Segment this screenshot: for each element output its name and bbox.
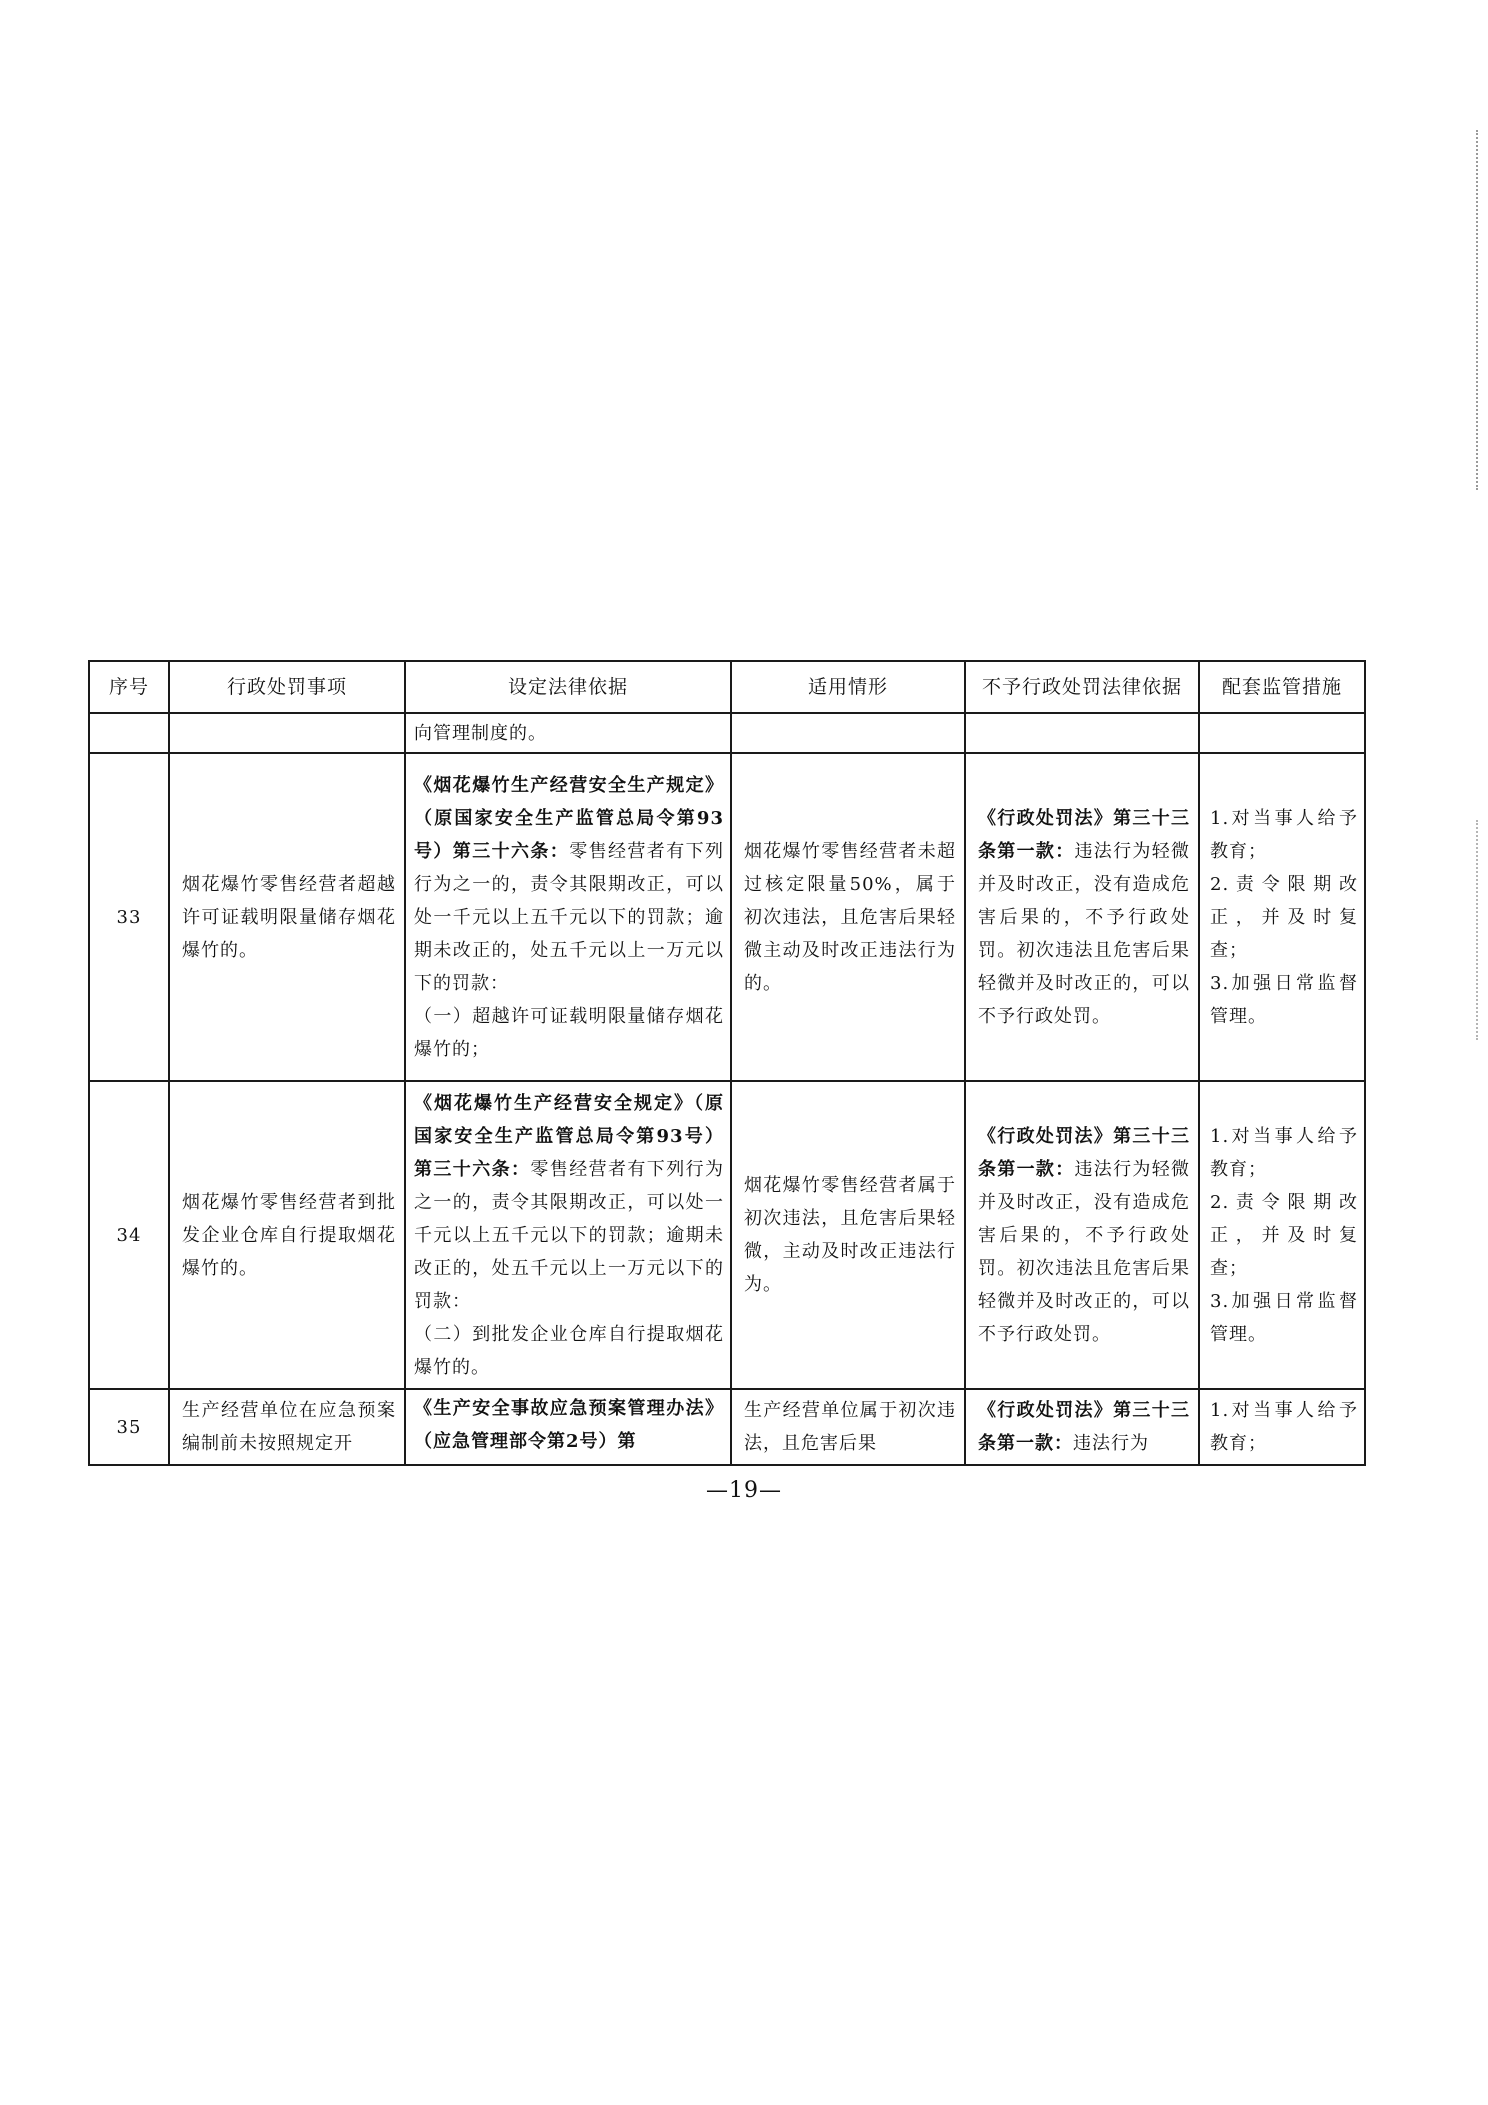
measure-item: 1.对当事人给予教育； bbox=[1210, 1125, 1358, 1180]
row-item: 生产经营单位在应急预案编制前未按照规定开 bbox=[169, 1389, 405, 1465]
measure-item: 1.对当事人给予教育； bbox=[1210, 1400, 1358, 1454]
table-row bbox=[89, 753, 1365, 1081]
row-exempt bbox=[965, 753, 1199, 1081]
exempt-text: 违法行为轻微并及时改正，没有造成危害后果的，不予行政处罚。初次违法且危害后果轻微并及时改正的，可以不予行政处罚。 bbox=[978, 840, 1190, 1027]
page-number: —19— bbox=[706, 1478, 782, 1503]
cont-basis: 向管理制度的。 bbox=[405, 713, 731, 753]
basis-citation: 《烟花爆竹生产经营安全生产规定》（原国家安全生产监管总局令第93号）第三十六条： bbox=[414, 774, 724, 862]
row-seq: 34 bbox=[89, 1081, 169, 1389]
table-row bbox=[89, 1081, 1365, 1389]
table-row-continuation bbox=[89, 713, 1365, 753]
basis-clause: （一）超越许可证载明限量储存烟花爆竹的； bbox=[414, 1005, 724, 1060]
row-item: 烟花爆竹零售经营者超越许可证载明限量储存烟花爆竹的。 bbox=[169, 753, 405, 1081]
measure-item: 3.加强日常监督管理。 bbox=[1210, 1290, 1358, 1345]
table-row bbox=[89, 1389, 1365, 1465]
cont-measures bbox=[1199, 713, 1365, 753]
row-case: 烟花爆竹零售经营者属于初次违法，且危害后果轻微，主动及时改正违法行为。 bbox=[731, 1081, 965, 1389]
basis-text: 零售经营者有下列行为之一的，责令其限期改正，可以处一千元以上五千元以下的罚款；逾期未改正的，处五千元以上一万元以下的罚款： bbox=[414, 840, 725, 994]
cont-seq bbox=[89, 713, 169, 753]
cont-exempt bbox=[965, 713, 1199, 753]
row-basis bbox=[405, 1081, 731, 1389]
row-basis bbox=[405, 753, 731, 1081]
exempt-citation: 《行政处罚法》第三十三条第一款： bbox=[978, 807, 1190, 862]
row-basis bbox=[405, 1389, 731, 1465]
basis-text: 零售经营者有下列行为之一的，责令其限期改正，可以处一千元以上五千元以下的罚款；逾期未改正的，处五千元以上一万元以下的罚款： bbox=[414, 1158, 725, 1312]
row-item: 烟花爆竹零售经营者到批发企业仓库自行提取烟花爆竹的。 bbox=[169, 1081, 405, 1389]
scan-edge-marks bbox=[1472, 130, 1478, 490]
table-header-row bbox=[89, 661, 1365, 713]
row-measures bbox=[1199, 753, 1365, 1081]
header-basis: 设定法律依据 bbox=[405, 661, 731, 713]
penalty-table bbox=[88, 660, 1366, 1466]
row-case: 烟花爆竹零售经营者未超过核定限量50%，属于初次违法，且危害后果轻微主动及时改正违法行为的。 bbox=[731, 753, 965, 1081]
exempt-citation: 《行政处罚法》第三十三条第一款： bbox=[978, 1125, 1190, 1180]
header-exempt: 不予行政处罚法律依据 bbox=[965, 661, 1199, 713]
row-seq: 35 bbox=[89, 1389, 169, 1465]
basis-citation: 《生产安全事故应急预案管理办法》（应急管理部令第2号）第 bbox=[414, 1398, 724, 1452]
header-case: 适用情形 bbox=[731, 661, 965, 713]
basis-citation: 《烟花爆竹生产经营安全规定》（原国家安全生产监管总局令第93号）第三十六条： bbox=[414, 1092, 724, 1180]
header-measures: 配套监管措施 bbox=[1199, 661, 1365, 713]
row-seq: 33 bbox=[89, 753, 169, 1081]
exempt-text: 违法行为 bbox=[1073, 1433, 1149, 1454]
cont-item bbox=[169, 713, 405, 753]
row-exempt bbox=[965, 1389, 1199, 1465]
cont-case bbox=[731, 713, 965, 753]
measure-item: 3.加强日常监督管理。 bbox=[1210, 972, 1358, 1027]
measure-item: 2.责令限期改正，并及时复查； bbox=[1210, 873, 1358, 961]
row-case: 生产经营单位属于初次违法，且危害后果 bbox=[731, 1389, 965, 1465]
measure-item: 1.对当事人给予教育； bbox=[1210, 807, 1358, 862]
exempt-citation: 《行政处罚法》第三十三条第一款： bbox=[978, 1400, 1190, 1454]
scan-edge-marks-lower bbox=[1472, 820, 1478, 1040]
header-item: 行政处罚事项 bbox=[169, 661, 405, 713]
row-exempt bbox=[965, 1081, 1199, 1389]
row-measures bbox=[1199, 1081, 1365, 1389]
basis-clause: （二）到批发企业仓库自行提取烟花爆竹的。 bbox=[414, 1323, 724, 1378]
measure-item: 2.责令限期改正，并及时复查； bbox=[1210, 1191, 1358, 1279]
exempt-text: 违法行为轻微并及时改正，没有造成危害后果的，不予行政处罚。初次违法且危害后果轻微并及时改正的，可以不予行政处罚。 bbox=[978, 1158, 1190, 1345]
header-seq: 序号 bbox=[89, 661, 169, 713]
row-measures bbox=[1199, 1389, 1365, 1465]
